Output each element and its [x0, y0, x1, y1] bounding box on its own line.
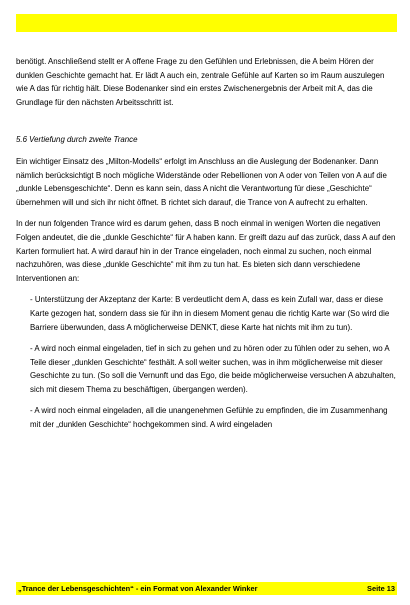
section-heading: 5.6 Vertiefung durch zweite Trance [16, 135, 138, 145]
bullet-inner-search: - A wird noch einmal eingeladen, tief in sich zu gehen und zu hören oder zu fühlen oder zu sehen, wo A Teile dieser „dunklen Geschichte“ festhält. A soll weiter suchen, was in ihm möglicherweise mit dieser Geschichte zu tun. (So soll die Vernunft und das Ego, die beide möglicherweise versuchen A abzuhalten, sich mit diesem Thema zu beschäftigen, übergangen werden). [30, 344, 396, 394]
paragraph-milton-model: Ein wichtiger Einsatz des „Milton-Modells“ erfolgt im Anschluss an die Auslegung der Bodenanker. Dann nämlich berücksichtigt B noch mögliche Widerstände oder Rebellionen von A oder von Teilen von A auf die „dunkle Lebensgeschichte“. Denn es kann sein, dass A nicht die Verantwortung für diese „Geschichte“ übernehmen will und sich ihr nicht öffnet. B richtet sich darauf, die Trance von A aufrecht zu erhalten. [16, 156, 387, 207]
footer-bar [16, 582, 397, 595]
bullet-feelings: - A wird noch einmal eingeladen, all die unangenehmen Gefühle zu empfinden, die im Zusammenhang mit der „dunklen Geschichte“ hochgekommen sind. A wird eingeladen [30, 406, 388, 430]
header-highlight-bar [16, 14, 397, 32]
footer-title: „Trance der Lebensgeschichten“ - ein Format von Alexander Winker [18, 584, 258, 593]
page-body [16, 55, 397, 440]
page-number: Seite 13 [367, 584, 395, 593]
bullet-card-acceptance: - Unterstützung der Akzeptanz der Karte: B verdeutlicht dem A, dass es kein Zufall war, dass er diese Karte gezogen hat, sondern dass sie für ihn in diesem Moment genau die richtig Karte war (So wird die Barriere überwunden, dass A möglicherweise DENKT, diese Karte hat nichts mit ihm zu tun). [30, 295, 390, 332]
paragraph-intro: benötigt. Anschließend stellt er A offene Frage zu den Gefühlen und Erlebnissen, die A beim Hören der dunklen Geschichte gemacht hat. Er lädt A auch ein, zentrale Gefühle auf Karten so im Raum auszulegen wie A das für richtig hält. Diese Bodenanker sind ein erstes Zwischenergebnis der Arbeit mit A, das die Grundlage für den nächsten Arbeitsschritt ist. [16, 57, 385, 107]
paragraph-trance: In der nun folgenden Trance wird es darum gehen, dass B noch einmal in wenigen Worten die negativen Folgen andeutet, die die „dunkle Geschichte“ für A haben kann. Er greift dazu auf das zurück, dass A auf den Karten formuliert hat. A wird darauf hin in der Trance eingeladen, noch einmal zu suchen, noch einmal nachzuhören, was diese „dunkle Geschichte“ mit ihm zu tun hat. Es bieten sich dann verschiedene Interventionen an: [16, 219, 396, 283]
